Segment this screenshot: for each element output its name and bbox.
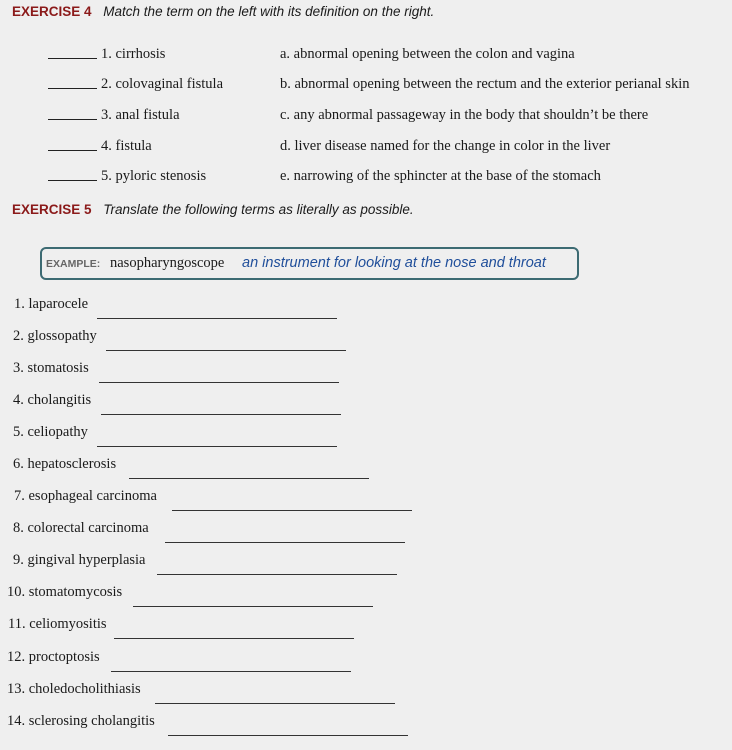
translation-item: [0, 360, 732, 392]
term-label: 7. esophageal carcinoma: [14, 488, 157, 504]
exercise-4-instruction: Match the term on the left with its definition on the right.: [103, 4, 435, 19]
answer-blank[interactable]: [48, 180, 97, 181]
matching-definition: e. narrowing of the sphincter at the base of the stomach: [280, 168, 601, 184]
exercise-5-instruction: Translate the following terms as literally as possible.: [103, 202, 414, 217]
translation-item: [0, 520, 732, 552]
term-label: 6. hepatosclerosis: [13, 456, 117, 472]
example-box: [40, 247, 579, 280]
matching-definition: b. abnormal opening between the rectum and the exterior perianal skin: [280, 76, 690, 92]
matching-row: [0, 46, 732, 68]
matching-term: 5. pyloric stenosis: [101, 168, 207, 184]
answer-line[interactable]: [97, 446, 337, 447]
answer-line[interactable]: [99, 382, 339, 383]
term-label: 14. sclerosing cholangitis: [7, 713, 155, 729]
example-term: nasopharyngoscope: [110, 255, 225, 271]
term-label: 13. choledocholithiasis: [7, 681, 141, 697]
matching-term: 1. cirrhosis: [101, 46, 166, 62]
exercise-5-header: [12, 202, 414, 217]
answer-line[interactable]: [114, 638, 354, 639]
example-answer: an instrument for looking at the nose and throat: [242, 255, 546, 271]
term-label: 11. celiomyositis: [8, 616, 107, 632]
translation-item: [0, 328, 732, 360]
matching-row: [0, 168, 732, 190]
answer-line[interactable]: [133, 606, 373, 607]
answer-line[interactable]: [165, 542, 405, 543]
exercise-4-number: EXERCISE 4: [12, 4, 92, 19]
matching-definition: d. liver disease named for the change in color in the liver: [280, 138, 611, 154]
matching-term: 2. colovaginal fistula: [101, 76, 224, 92]
translation-item: [0, 584, 732, 616]
term-label: 4. cholangitis: [13, 392, 92, 408]
term-label: 12. proctoptosis: [7, 649, 100, 665]
term-label: 10. stomatomycosis: [7, 584, 123, 600]
matching-definition: c. any abnormal passageway in the body that shouldn’t be there: [280, 107, 649, 123]
answer-line[interactable]: [106, 350, 346, 351]
matching-term: 4. fistula: [101, 138, 152, 154]
translation-item: [0, 296, 732, 328]
term-label: 2. glossopathy: [13, 328, 97, 344]
answer-line[interactable]: [129, 478, 369, 479]
translation-item: [0, 392, 732, 424]
translation-item: [0, 713, 732, 745]
matching-term: 3. anal fistula: [101, 107, 180, 123]
answer-blank[interactable]: [48, 88, 97, 89]
term-label: 8. colorectal carcinoma: [13, 520, 149, 536]
term-label: 1. laparocele: [14, 296, 89, 312]
exercise-5-number: EXERCISE 5: [12, 202, 92, 217]
answer-blank[interactable]: [48, 150, 97, 151]
translation-item: [0, 488, 732, 520]
translation-item: [0, 424, 732, 456]
matching-row: [0, 138, 732, 160]
translation-item: [0, 649, 732, 681]
term-label: 9. gingival hyperplasia: [13, 552, 146, 568]
translation-item: [0, 681, 732, 713]
translation-item: [0, 616, 732, 648]
answer-line[interactable]: [101, 414, 341, 415]
example-label: EXAMPLE:: [46, 258, 101, 270]
matching-row: [0, 76, 732, 98]
answer-line[interactable]: [97, 318, 337, 319]
matching-definition: a. abnormal opening between the colon and vagina: [280, 46, 575, 62]
answer-line[interactable]: [155, 703, 395, 704]
term-label: 3. stomatosis: [13, 360, 89, 376]
answer-line[interactable]: [168, 735, 408, 736]
answer-blank[interactable]: [48, 58, 97, 59]
term-label: 5. celiopathy: [13, 424, 88, 440]
translation-item: [0, 552, 732, 584]
answer-line[interactable]: [111, 671, 351, 672]
exercise-4-header: [12, 4, 434, 19]
answer-line[interactable]: [157, 574, 397, 575]
answer-line[interactable]: [172, 510, 412, 511]
answer-blank[interactable]: [48, 119, 97, 120]
matching-row: [0, 107, 732, 129]
translation-item: [0, 456, 732, 488]
